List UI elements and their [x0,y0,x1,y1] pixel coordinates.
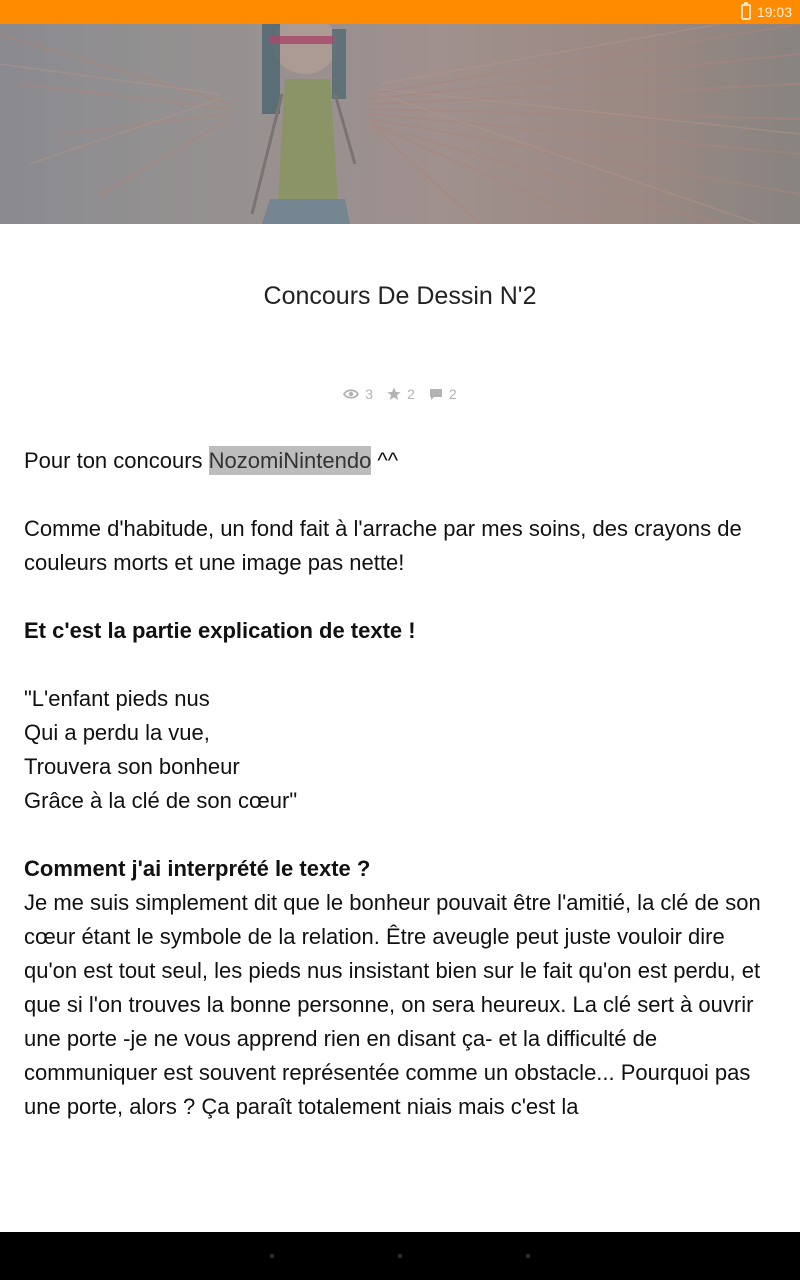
user-mention-link[interactable]: NozomiNintendo [208,448,372,473]
poem-line: Qui a perdu la vue, [24,720,210,745]
paragraph-1: Comme d'habitude, un fond fait à l'arrache par mes soins, des crayons de couleurs morts et une image pas nette! [24,516,742,575]
stats-bar [0,386,800,402]
navigation-bar [0,1232,800,1280]
battery-icon [741,4,751,20]
comments-count: 2 [448,386,457,402]
recents-icon[interactable] [526,1254,530,1258]
section-heading-1: Et c'est la partie explication de texte ! [24,618,416,643]
poem-line: "L'enfant pieds nus [24,686,210,711]
article-body [24,444,776,1124]
paragraph-2: Je me suis simplement dit que le bonheur pouvait être l'amitié, la clé de son cœur étant le symbole de la relation. Être aveugle peut juste vouloir dire qu'on est tout seul, les pieds nus insistant bien sur le fait qu'on est perdu, et que si l'on trouves la bonne personne, on sera heureux. La clé sert à ouvrir une porte -je ne vous apprend rien en disant ça- et la difficulté de communiquer est souvent représentée comme un obstacle... Pourquoi pas une porte, alors ? Ça paraît totalement niais mais c'est la [24,890,761,1119]
stars-stat [387,386,415,402]
stars-count: 2 [407,386,415,402]
poem-line: Trouvera son bonheur [24,754,240,779]
eye-icon [343,388,359,400]
drawing-image [0,24,800,224]
status-time: 19:03 [756,4,792,20]
views-stat [343,386,373,402]
intro-line: Pour ton concours NozomiNintendo ^^ [24,448,399,473]
comments-stat [429,386,457,402]
section-heading-2: Comment j'ai interprété le texte ? [24,856,371,881]
poem-line: Grâce à la clé de son cœur" [24,788,298,813]
home-icon[interactable] [398,1254,402,1258]
status-bar [0,0,800,24]
back-icon[interactable] [270,1254,274,1258]
star-icon [387,387,401,401]
header-image [0,24,800,224]
comment-icon [429,388,443,401]
page-title: Concours De Dessin N'2 [263,282,537,310]
views-count: 3 [365,386,374,402]
